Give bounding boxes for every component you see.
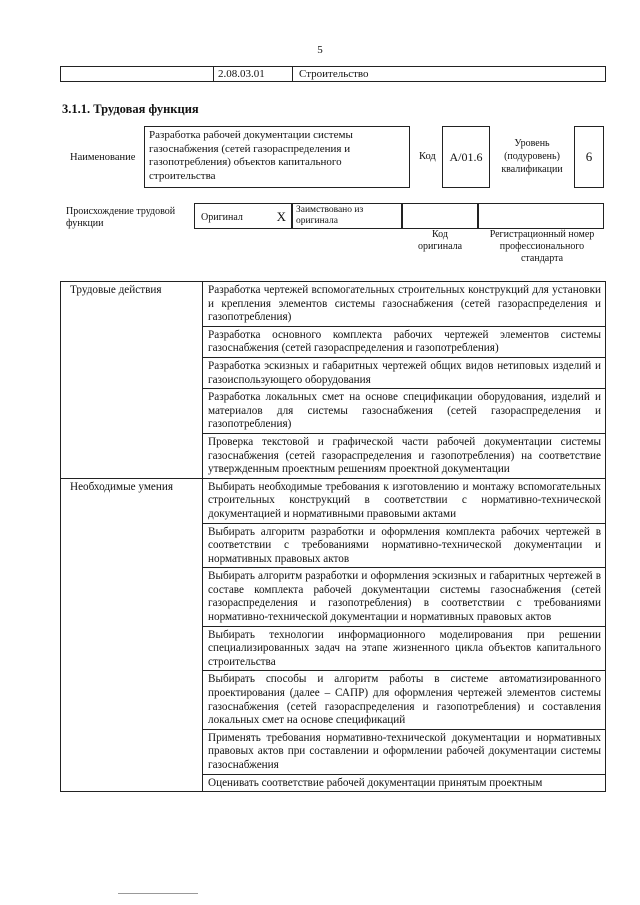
skills-label: Необходимые умения: [61, 478, 203, 791]
okz-code-row: [60, 66, 606, 82]
function-code: A/01.6: [442, 126, 490, 188]
function-table: [60, 281, 606, 792]
code-label: Код: [419, 151, 436, 162]
function-name: Разработка рабочей документации системы газоснабжения (сетей газораспределения и газопотребления) объектов капитального строительства: [144, 126, 410, 188]
code-original-caption: Код оригинала: [417, 229, 463, 252]
skill-item: Выбирать алгоритм разработки и оформления комплекта рабочих чертежей в соответствии с требованиями нормативно-технической документации и нормативных правовых актов: [203, 523, 606, 568]
name-label: Наименование: [70, 152, 136, 163]
skill-item: Выбирать технологии информационного моделирования при решении специализированных задач на этапе жизненного цикла объектов капитального строительства: [203, 626, 606, 671]
origin-borrowed: Заимствовано из оригинала: [292, 203, 402, 229]
action-item: Проверка текстовой и графической части рабочей документации системы газоснабжения (сетей газораспределения и газопотребления) на соответствие утвержденным проектным решениям проектной документации: [203, 433, 606, 478]
origin-original-text: Оригинал: [201, 212, 243, 223]
table-row: [61, 282, 606, 327]
skill-item: Выбирать способы и алгоритм работы в системе автоматизированного проектирования (далее – САПР) для оформления чертежей элементов системы газоснабжения (сетей газораспределения и газопотребления) и составления локальных смет на основе спецификаций: [203, 671, 606, 729]
action-item: Разработка чертежей вспомогательных строительных конструкций для установки и крепления элементов системы газоснабжения (сетей газораспределения и газопотребления): [203, 282, 606, 327]
code-row-name: Строительство: [299, 68, 369, 80]
origin-code-cell: [402, 203, 478, 229]
skill-item: Выбирать необходимые требования к изготовлению и монтажу вспомогательных строительных конструкций в соответствии с нормативно-технической документацией и нормативными правовыми актами: [203, 478, 606, 523]
footer-line: [118, 893, 198, 894]
action-item: Разработка локальных смет на основе спецификации оборудования, изделий и материалов для системы газоснабжения (сетей газораспределения и газопотребления): [203, 389, 606, 434]
page-number: 5: [317, 44, 323, 56]
level-label: Уровень (подуровень) квалификации: [501, 138, 563, 175]
skill-item: Выбирать алгоритм разработки и оформления эскизных и габаритных чертежей в составе комплекта рабочей документации системы газоснабжения (сетей газораспределения и газопотребления) в соответствии с требованиями нормативно-технической документации и нормативных правовых актов: [203, 568, 606, 626]
qualification-level: 6: [574, 126, 604, 188]
action-item: Разработка основного комплекта рабочих чертежей элементов системы газоснабжения (сетей газораспределения и газопотребления): [203, 326, 606, 357]
actions-label: Трудовые действия: [61, 282, 203, 479]
origin-label: Происхождение трудовой функции: [66, 206, 176, 229]
skill-item: Оценивать соответствие рабочей документации принятым проектным: [203, 774, 606, 792]
code-row-empty-cell: [61, 67, 214, 81]
table-row: [61, 478, 606, 523]
skill-item: Применять требования нормативно-технической документации и нормативных правовых актов при составлении и оформлении рабочей документации системы газоснабжения: [203, 729, 606, 774]
origin-reg-cell: [478, 203, 604, 229]
section-title: 3.1.1. Трудовая функция: [62, 102, 199, 116]
origin-original-cell: [194, 203, 292, 229]
action-item: Разработка эскизных и габаритных чертежей общих видов нетиповых изделий и газоиспользующего оборудования: [203, 357, 606, 388]
origin-mark: X: [276, 209, 286, 224]
code-row-code: 2.08.03.01: [213, 67, 293, 81]
reg-number-caption: Регистрационный номер профессионального стандарта: [489, 229, 595, 264]
